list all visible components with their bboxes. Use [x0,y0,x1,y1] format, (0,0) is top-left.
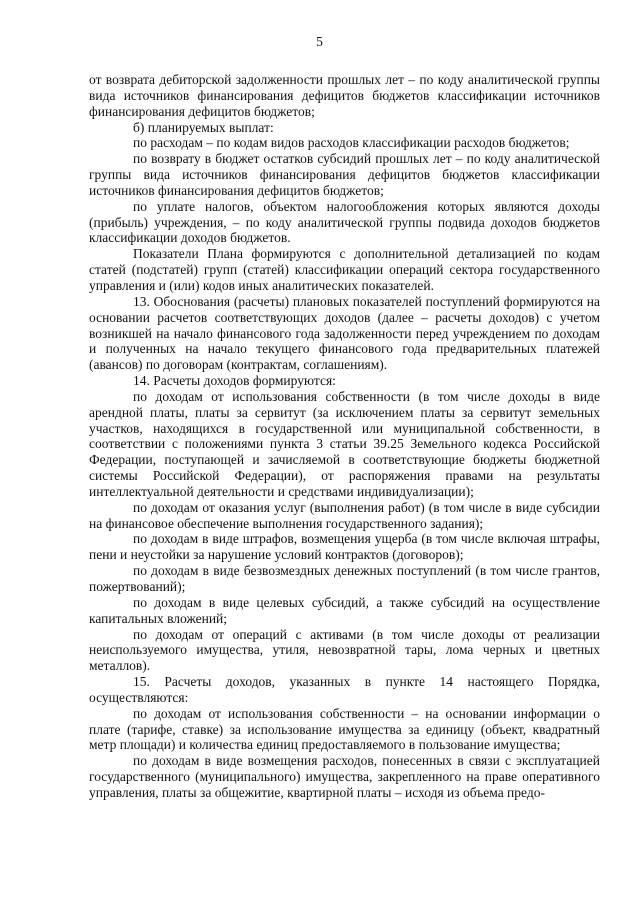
paragraph-reimbursement-calc: по доходам в виде возмещения расходов, понесенных в связи с эксплуатацией государственного (муниципального) имущества, закрепленного на праве оперативного управления, платы за общежитие, квартирной платы – исходя из объема предо- [89,753,600,800]
paragraph-expenses: по расходам – по кодам видов расходов классификации расходов бюджетов; [133,135,570,151]
paragraph-grants-income: по доходам в виде безвозмездных денежных поступлений (в том числе грантов, пожертвований); [89,563,600,594]
paragraph-property-income: по доходам от использования собственности (в том числе доходы в виде арендной платы, платы за сервитут (за исключением платы за сервитут земельных участков, находящихся в государственной или муниципальной собственности, в соответствии с положениями пункта 3 статьи 39.25 Земельного кодекса Российской Федерации, поступающей и зачисляемой в соответствующие бюджеты бюджетной системы Российской Федерации), от распоряжения правами на результаты интеллектуальной деятельности и средствами индивидуализации); [89,388,600,499]
paragraph-assets-income: по доходам от операций с активами (в том числе доходы от реализации неиспользуемого имущества, утиля, невозвратной тары, лома черных и цветных металлов). [89,626,600,674]
paragraph-subsidy-return: по возврату в бюджет остатков субсидий прошлых лет – по коду аналитической группы вида источников финансирования дефицитов бюджетов классификации источников финансирования дефицитов бюджетов; [89,151,600,198]
paragraph-debt-return: от возврата дебиторской задолженности прошлых лет – по коду аналитической группы вида источников финансирования дефицитов бюджетов классификации источников финансирования дефицитов бюджетов; [89,72,600,119]
paragraph-section-14: 14. Расчеты доходов формируются: [133,373,336,389]
page-number: 5 [316,34,323,49]
paragraph-planned-payments: б) планируемых выплат: [133,119,274,135]
paragraph-section-13: 13. Обоснования (расчеты) плановых показателей поступлений формируются на основании расчетов соответствующих доходов (далее – расчеты доходов) с учетом возникшей на начало финансового года задолженности перед учреждением по доходам и полученных на начало текущего финансового года предварительных платежей (авансов) по договорам (контрактам, соглашениям). [89,293,600,373]
paragraph-services-income: по доходам от оказания услуг (выполнения работ) (в том числе в виде субсидии на финансовое обеспечение выполнения государственного задания); [89,499,600,531]
paragraph-plan-indicators: Показатели Плана формируются с дополнительной детализацией по кодам статей (подстатей) групп (статей) классификации операций сектора государственного управления и (или) кодов иных аналитических показателей. [89,246,600,293]
paragraph-property-calc: по доходам от использования собственности – на основании информации о плате (тарифе, ставке) за использование имущества за единицу (объект, квадратный метр площади) и количества единиц предоставляемого в пользование имущества; [89,705,600,753]
paragraph-fines-income: по доходам в виде штрафов, возмещения ущерба (в том числе включая штрафы, пени и неустойки за нарушение условий контрактов (договоров); [89,531,600,563]
document-body [89,72,600,801]
paragraph-subsidies-income: по доходам в виде целевых субсидий, а также субсидий на осуществление капитальных вложений; [89,594,600,626]
paragraph-taxes: по уплате налогов, объектом налогообложения которых являются доходы (прибыль) учреждения, – по коду аналитической группы подвида доходов бюджетов классификации доходов бюджетов. [89,198,600,246]
paragraph-section-15: 15. Расчеты доходов, указанных в пункте 14 настоящего Порядка, осуществляются: [89,674,600,705]
